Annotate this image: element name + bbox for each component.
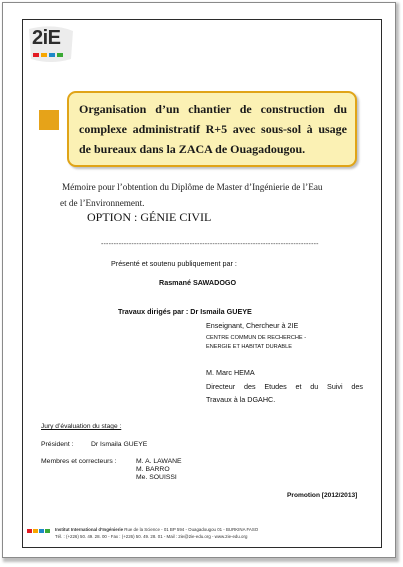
- supervisor1-center-line2: ENERGIE ET HABITAT DURABLE: [206, 344, 292, 350]
- member-name: M. BARRO: [136, 466, 170, 473]
- title-marker-square: [39, 110, 59, 130]
- presented-by-label: Présenté et soutenu publiquement par :: [111, 259, 237, 268]
- separator-dashes: --------------------------------------------------------------------------------------: [101, 241, 319, 248]
- footer-color-bar: [39, 529, 44, 533]
- memoire-line1: Mémoire pour l’obtention du Diplôme de Master d’Ingénierie de l’Eau: [62, 182, 323, 192]
- jury-label: Jury d’évaluation du stage :: [41, 423, 122, 430]
- logo-color-bar: [57, 53, 63, 57]
- footer-address: [55, 527, 258, 540]
- logo-color-bar: [49, 53, 55, 57]
- title-line: de bureaux dans la ZACA de Ouagadougou.: [79, 142, 306, 156]
- footer-color-bar: [33, 529, 38, 533]
- president-label: Président :: [41, 441, 74, 448]
- president-name: Dr Ismaila GUEYE: [91, 441, 148, 448]
- document-page: [2, 2, 396, 558]
- author-name: Rasmané SAWADOGO: [159, 278, 237, 287]
- logo-text: 2iE: [32, 27, 61, 49]
- footer-color-bar: [27, 529, 32, 533]
- supervisor2-name: M. Marc HEMA: [206, 368, 255, 377]
- member-name: Me. SOUISSI: [136, 474, 177, 481]
- title-line: complexe administratif R+5 avec sous-sol à usage: [79, 122, 347, 136]
- title-line: Organisation d’un chantier de construction du: [79, 102, 347, 116]
- supervised-by-label: Travaux dirigés par : Dr Ismaila GUEYE: [118, 307, 252, 316]
- footer-color-bar: [45, 529, 50, 533]
- logo-color-bar: [33, 53, 39, 57]
- supervisor2-role-line2: Travaux à la DGAHC.: [206, 395, 276, 404]
- footer-institute-name: Institut International d’Ingénierie: [55, 527, 124, 532]
- footer-address-line1: Rue de la Science - 01 BP 594 - Ouagadougou 01 - BURKINA FASO: [123, 527, 259, 532]
- member-name: M. A. LAWANE: [136, 458, 182, 465]
- supervisor1-role: Enseignant, Chercheur à 2IE: [206, 321, 299, 330]
- thesis-title: [79, 99, 347, 159]
- members-label: Membres et correcteurs :: [41, 458, 117, 465]
- memoire-description: [62, 179, 367, 211]
- option-line: OPTION : GÉNIE CIVIL: [87, 210, 212, 224]
- members-list: [136, 458, 182, 482]
- logo-color-bar: [41, 53, 47, 57]
- supervisor2-role-line1: Directeur des Etudes et du Suivi des: [206, 382, 363, 391]
- title-box: [67, 91, 357, 167]
- promotion-label: Promotion [2012/2013]: [287, 492, 358, 499]
- memoire-line2: et de l’Environnement.: [60, 198, 145, 208]
- footer-contact-line: Tél. : (+226) 50. 49. 28. 00 - Fax : (+226) 50. 49. 28. 01 - Mail : 2ie@2ie-edu.org - www.2ie-edu.org: [55, 533, 248, 539]
- supervisor1-center-line1: CENTRE COMMUN DE RECHERCHE -: [206, 335, 307, 341]
